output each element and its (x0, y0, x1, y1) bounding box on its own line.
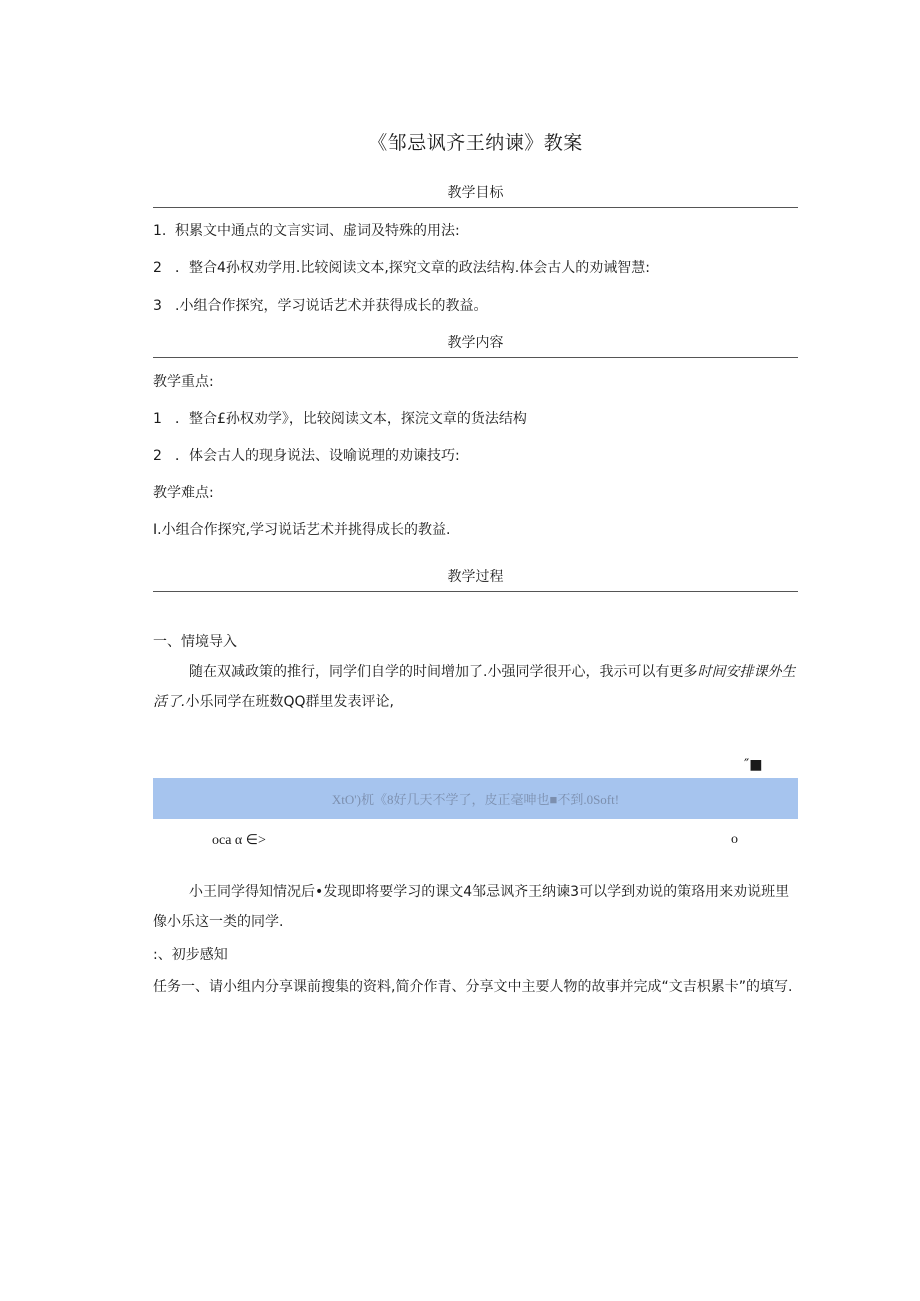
key-point-item-1-number: 1 (153, 411, 162, 427)
key-point-item-2-number: 2 (153, 448, 162, 464)
difficult-point-item-1-number: I. (153, 522, 162, 538)
goal-item-3 (153, 296, 813, 316)
key-point-item-1-text: ．整合£孙权劝学》，比较阅读文本，探浣文章的货法结构 (175, 411, 527, 427)
chat-footer-right: o (731, 832, 738, 847)
step1-paragraph-italic: 时间安排课外生活了. (153, 664, 796, 710)
chat-footer-left: oca α ∈> (212, 833, 266, 848)
difficult-points-label: 教学难点: (153, 485, 214, 501)
goal-item-3-text: .小组合作探究，学习说话艺术并获得成长的教益。 (175, 298, 488, 314)
key-point-item-2 (153, 446, 813, 466)
key-point-item-1 (153, 409, 813, 429)
goal-item-1-number: 1. (153, 223, 167, 239)
section-heading-content: 教学内容 (153, 332, 798, 358)
step1-title: 一、情境导入 (153, 634, 237, 650)
key-points-label: 教学重点: (153, 374, 214, 390)
section-heading-process: 教学过程 (153, 566, 798, 592)
step1-paragraph (153, 657, 803, 717)
goal-item-1 (153, 221, 813, 241)
goal-item-2 (153, 258, 813, 278)
goal-item-2-number: 2 (153, 260, 162, 276)
step1-paragraph-part-a: 随在双减政策的推行，同学们自学的时间增加了.小强同学很开心，我示可以有更多 (189, 664, 698, 680)
step1-paragraph-part-b: 小乐同学在班数QQ群里发表评论, (185, 694, 394, 710)
goal-item-2-text: ．整合4孙权劝学用.比较阅读文本,探究文章的政法结构.体会古人的劝诫智慧: (175, 260, 650, 276)
chat-message-bar (153, 778, 798, 819)
step2-title: :、初步感知 (153, 947, 228, 963)
chat-message-text: XtO')杌《8好几天不学了，皮正毫呻也■不到.0Soft! (331, 792, 620, 807)
difficult-point-item-1 (153, 520, 813, 540)
document-title: 《邹忌讽齐王纳谏》教案 (368, 132, 583, 154)
goal-item-1-text: 积累文中通点的文言实词、虚词及特殊的用法: (175, 223, 460, 239)
section-heading-goals: 教学目标 (153, 182, 798, 208)
quote-mark: ″■ (744, 757, 763, 773)
task1-paragraph: 任务一、请小组内分享课前搜集的资料,简介作青、分享文中主要人物的故事并完成“文吉枳累卡”的填写. (153, 979, 793, 995)
goal-item-3-number: 3 (153, 298, 162, 314)
key-point-item-2-text: ．体会古人的现身说法、设喻说理的劝谏技巧: (175, 448, 460, 464)
step1-paragraph-2: 小王同学得知情况后•发现即将要学习的课文4邹忌讽齐王纳谏3可以学到劝说的策珞用来劝说班里像小乐这一类的同学. (153, 884, 790, 930)
difficult-point-item-1-text: 小组合作探究,学习说话艺术并挑得成长的教益. (161, 522, 451, 538)
